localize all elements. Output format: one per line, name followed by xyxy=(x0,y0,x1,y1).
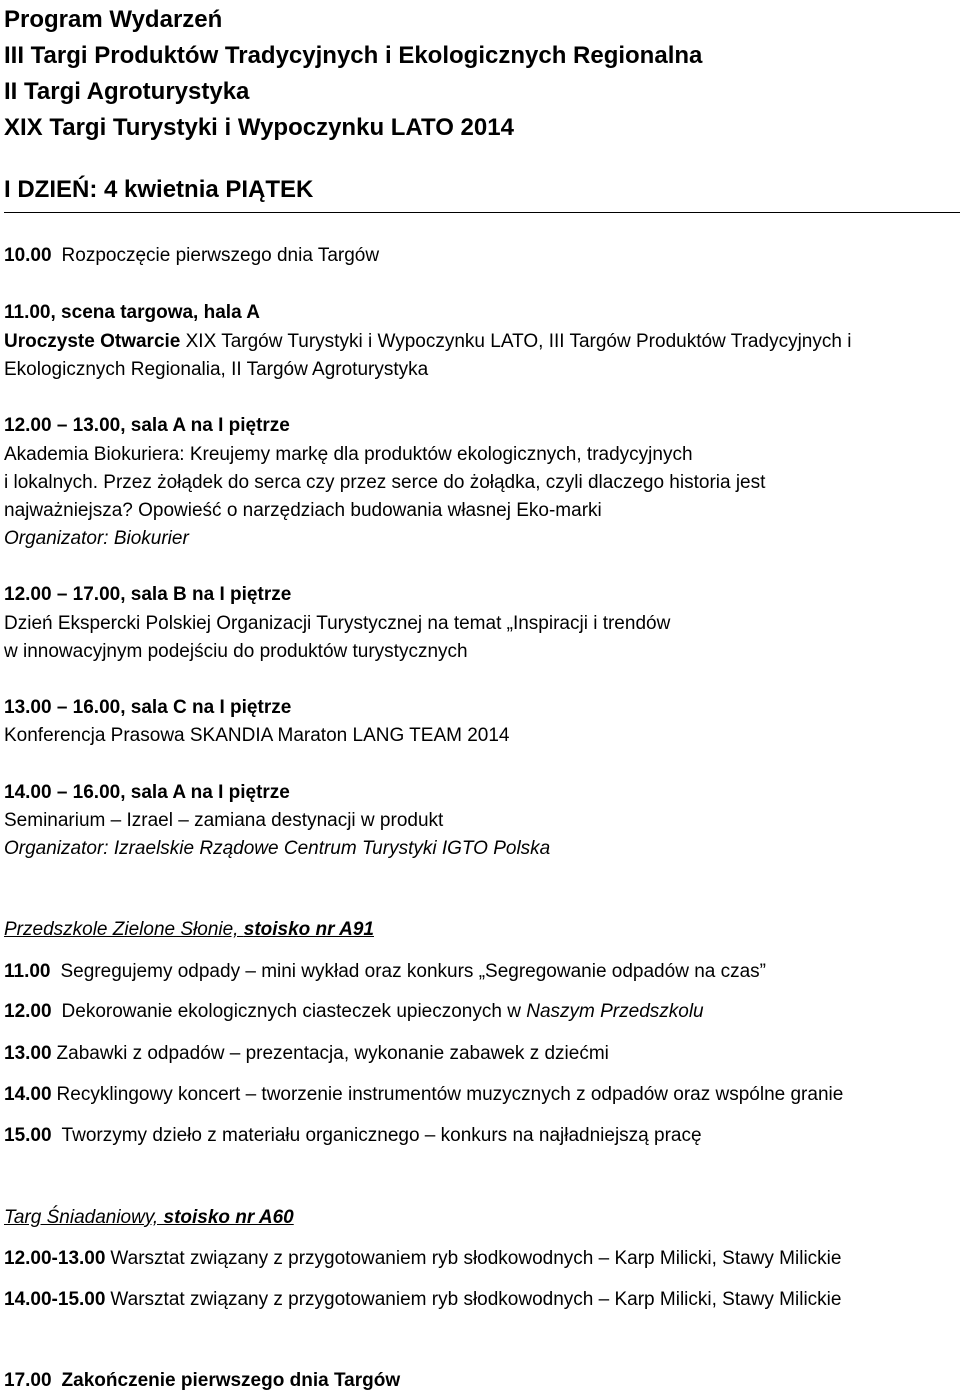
list-item xyxy=(4,1286,841,1314)
list-item xyxy=(4,1081,843,1109)
list-item xyxy=(4,1122,702,1150)
section-name: Targ Śniadaniowy, xyxy=(4,1207,164,1228)
item-time: 12.00-13.00 xyxy=(4,1248,106,1269)
list-item xyxy=(4,1245,841,1273)
item-italic: Naszym Przedszkolu xyxy=(526,1001,704,1022)
stand-number: stoisko nr A60 xyxy=(163,1207,294,1228)
event-text: Zakończenie pierwszego dnia Targów xyxy=(61,1370,401,1391)
item-text: Zabawki z odpadów – prezentacja, wykonanie zabawek z dziećmi xyxy=(56,1043,609,1064)
event-heading: 14.00 – 16.00, sala A na I piętrze xyxy=(4,782,290,803)
item-text: Tworzymy dzieło z materiału organicznego – konkurs na najładniejszą pracę xyxy=(61,1125,702,1146)
event-heading: 12.00 – 17.00, sala B na I piętrze xyxy=(4,584,292,605)
item-time: 14.00-15.00 xyxy=(4,1289,106,1310)
list-item xyxy=(4,1040,609,1068)
program-title xyxy=(4,2,702,146)
event-heading: 12.00 – 13.00, sala A na I piętrze xyxy=(4,415,290,436)
event-text: Akademia Biokuriera: Kreujemy markę dla produktów ekologicznych, tradycyjnych xyxy=(4,444,693,465)
event-text: Dzień Ekspercki Polskiej Organizacji Turystycznej na temat „Inspiracji i trendów xyxy=(4,613,671,634)
title-line: Program Wydarzeń xyxy=(4,6,223,33)
event-bold-text: Uroczyste Otwarcie xyxy=(4,331,181,352)
event-text: Seminarium – Izrael – zamiana destynacji w produkt xyxy=(4,810,444,831)
event-text-part: XIX Targów Turystyki i Wypoczynku LATO, III Targów Produktów Tradycyjnych i xyxy=(180,331,852,352)
list-item xyxy=(4,998,704,1026)
item-time: 15.00 xyxy=(4,1125,52,1146)
event-text: i lokalnych. Przez żołądek do serca czy przez serce do żołądka, czyli dlaczego historia jest xyxy=(4,472,766,493)
event-opening xyxy=(4,242,379,270)
event-text: Konferencja Prasowa SKANDIA Maraton LANG TEAM 2014 xyxy=(4,725,510,746)
event-organizer: Organizator: Biokurier xyxy=(4,528,189,549)
event-text: Rozpoczęcie pierwszego dnia Targów xyxy=(61,245,380,266)
item-text: Dekorowanie ekologicznych ciasteczek upieczonych w xyxy=(61,1001,527,1022)
event-heading: 11.00, scena targowa, hala A xyxy=(4,302,260,323)
title-line: III Targi Produktów Tradycyjnych i Ekologicznych Regionalna xyxy=(4,42,703,69)
item-time: 14.00 xyxy=(4,1084,52,1105)
event-text: Ekologicznych Regionalia, II Targów Agroturystyka xyxy=(4,359,429,380)
stand-number: stoisko nr A91 xyxy=(243,919,374,940)
title-line: II Targi Agroturystyka xyxy=(4,78,250,105)
title-line: XIX Targi Turystyki i Wypoczynku LATO 2014 xyxy=(4,114,514,141)
event-heading: 13.00 – 16.00, sala C na I piętrze xyxy=(4,697,292,718)
item-text: Segregujemy odpady – mini wykład oraz konkurs „Segregowanie odpadów na czas” xyxy=(60,961,766,982)
event-time: 17.00 xyxy=(4,1370,52,1391)
section-name: Przedszkole Zielone Słonie, xyxy=(4,919,244,940)
event-time: 10.00 xyxy=(4,245,52,266)
section-heading-kindergarten xyxy=(4,916,374,944)
event-organizer: Organizator: Izraelskie Rządowe Centrum Turystyki IGTO Polska xyxy=(4,838,551,859)
item-time: 13.00 xyxy=(4,1043,52,1064)
event-text xyxy=(4,328,851,356)
item-text: Warsztat związany z przygotowaniem ryb słodkowodnych – Karp Milicki, Stawy Milickie xyxy=(110,1248,842,1269)
item-text: Recyklingowy koncert – tworzenie instrumentów muzycznych z odpadów oraz wspólne granie xyxy=(56,1084,844,1105)
event-text: najważniejsza? Opowieść o narzędziach budowania własnej Eko-marki xyxy=(4,500,602,521)
event-text: w innowacyjnym podejściu do produktów turystycznych xyxy=(4,641,468,662)
day-heading: I DZIEŃ: 4 kwietnia PIĄTEK xyxy=(4,176,314,203)
item-time: 12.00 xyxy=(4,1001,52,1022)
event-closing xyxy=(4,1367,400,1395)
item-text: Warsztat związany z przygotowaniem ryb słodkowodnych – Karp Milicki, Stawy Milickie xyxy=(110,1289,842,1310)
section-heading-breakfast xyxy=(4,1204,294,1232)
list-item xyxy=(4,958,766,986)
divider xyxy=(4,212,960,213)
item-time: 11.00 xyxy=(4,961,51,982)
